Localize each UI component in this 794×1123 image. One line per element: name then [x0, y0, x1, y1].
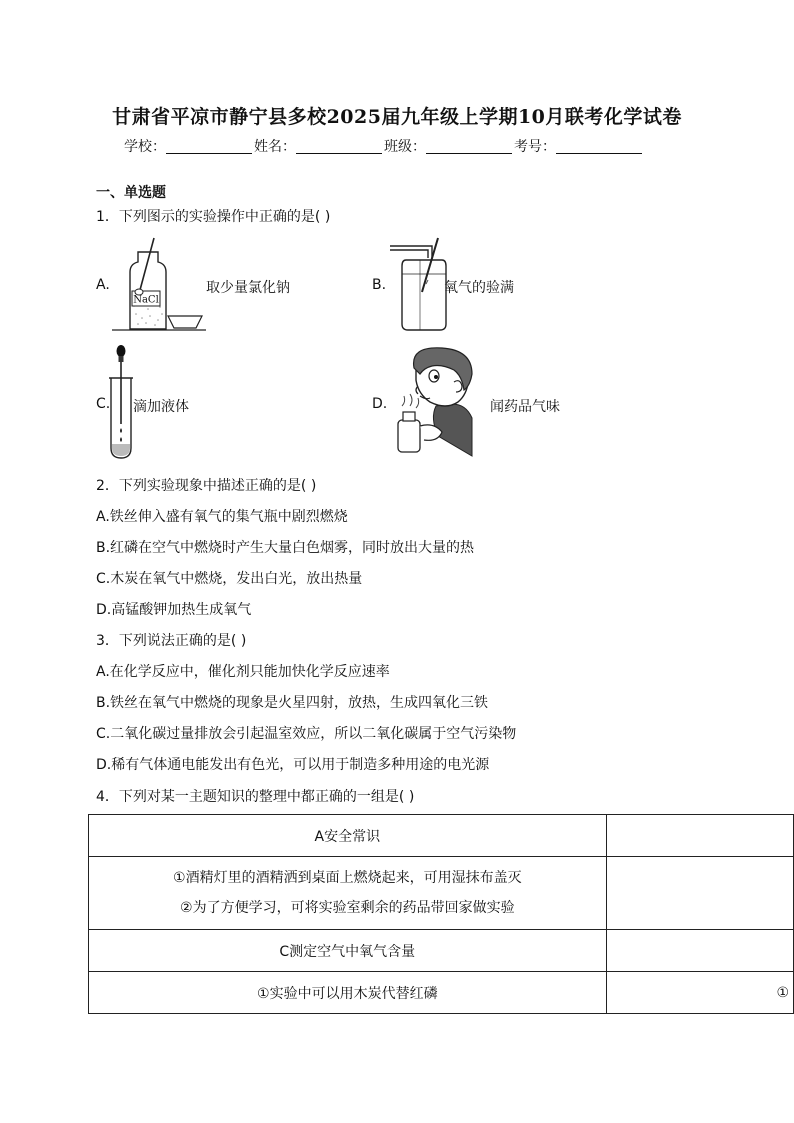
name-label: 姓名：: [254, 139, 296, 155]
q3-option-c: C.二氧化碳过量排放会引起温室效应，所以二氧化碳属于空气污染物: [96, 726, 517, 742]
school-blank: [166, 139, 252, 154]
q3-option-a: A.在化学反应中，催化剂只能加快化学反应速率: [96, 664, 390, 680]
q4-knowledge-table: [88, 814, 794, 1014]
person-smelling-bottle-icon: [386, 346, 482, 458]
q1-option-b-caption: 氧气的验满: [444, 280, 514, 296]
table-cell-c-content: ①实验中可以用木炭代替红磷: [89, 972, 607, 1014]
q1-option-d-caption: 闻药品气味: [490, 399, 560, 415]
q1-option-d-letter: D.: [372, 396, 388, 412]
table-a-line-1: ①酒精灯里的酒精洒到桌面上燃烧起来，可用湿抹布盖灭: [173, 870, 522, 886]
table-cell-b-header: [606, 815, 793, 857]
class-label: 班级：: [384, 139, 426, 155]
table-cell-d-content: ①: [606, 972, 793, 1014]
nacl-bottle-label: NaCl: [133, 294, 159, 306]
q1-option-a-caption: 取少量氯化钠: [206, 280, 290, 296]
q2-option-c: C.木炭在氧气中燃烧，发出白光，放出热量: [96, 571, 363, 587]
q2-option-b: B.红磷在空气中燃烧时产生大量白色烟雾，同时放出大量的热: [96, 540, 475, 556]
table-cell-c-header: C测定空气中氧气含量: [89, 930, 607, 972]
q1-option-a-letter: A.: [96, 277, 110, 293]
q1-stem: 1．下列图示的实验操作中正确的是( ): [96, 209, 331, 225]
q3-stem: 3．下列说法正确的是( ): [96, 633, 247, 649]
student-info-line: [124, 136, 644, 156]
table-cell-a-content: [89, 857, 607, 930]
test-tube-dropper-icon: [106, 344, 136, 462]
q1-option-c-letter: C.: [96, 396, 111, 412]
class-blank: [426, 139, 512, 154]
q4-stem: 4．下列对某一主题知识的整理中都正确的一组是( ): [96, 789, 415, 805]
table-cell-d-header: [606, 930, 793, 972]
school-label: 学校：: [124, 139, 166, 155]
q2-option-a: A.铁丝伸入盛有氧气的集气瓶中剧烈燃烧: [96, 509, 348, 525]
q2-stem: 2．下列实验现象中描述正确的是( ): [96, 478, 317, 494]
table-cell-b-content: [606, 857, 793, 930]
q3-option-d: D.稀有气体通电能发出有色光，可以用于制造多种用途的电光源: [96, 757, 490, 773]
q1-option-c-caption: 滴加液体: [133, 399, 189, 415]
reagent-bottle-spoon-icon: [110, 234, 210, 334]
table-a-line-2: ②为了方便学习，可将实验室剩余的药品带回家做实验: [180, 900, 515, 916]
number-blank: [556, 139, 642, 154]
table-cell-a-header: A安全常识: [89, 815, 607, 857]
exam-title: 甘肃省平凉市静宁县多校2025届九年级上学期10月联考化学试卷: [112, 106, 682, 128]
q2-option-d: D.高锰酸钾加热生成氧气: [96, 602, 252, 618]
name-blank: [296, 139, 382, 154]
number-label: 考号：: [514, 139, 556, 155]
gas-jar-glowing-stick-icon: [388, 234, 448, 334]
section-heading: 一、单选题: [96, 185, 166, 201]
q1-option-b-letter: B.: [372, 277, 387, 293]
q3-option-b: B.铁丝在氧气中燃烧的现象是火星四射，放热，生成四氧化三铁: [96, 695, 489, 711]
